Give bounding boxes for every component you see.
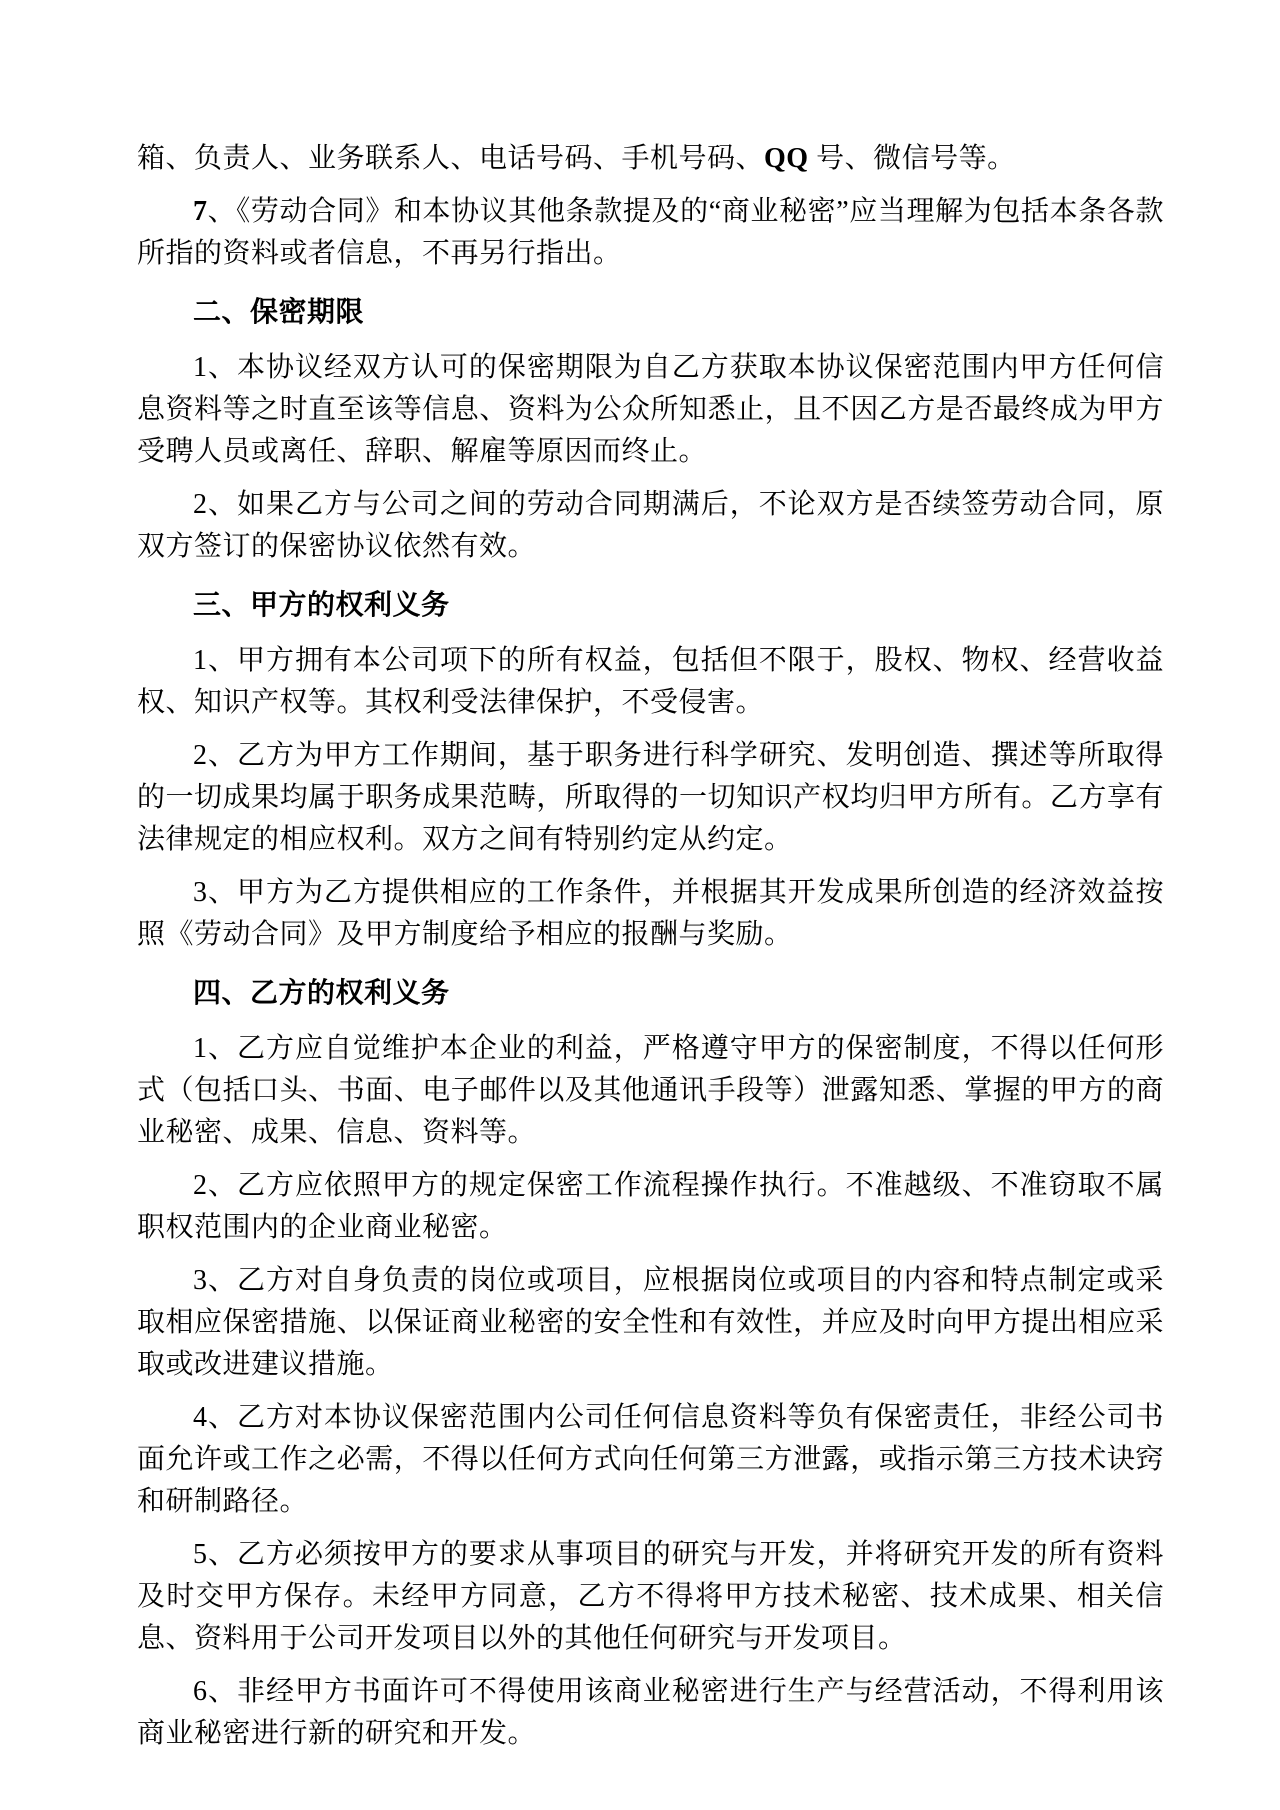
section-4-item-3 xyxy=(137,1260,1164,1386)
text-run: 1、甲方拥有本公司项下的所有权益，包括但不限于，股权、物权、经营收益权、知识产权等。其权利受法律保护，不受侵害。 xyxy=(137,645,1164,718)
text-run: 6、非经甲方书面许可不得使用该商业秘密进行生产与经营活动，不得利用该商业秘密进行新的研究和开发。 xyxy=(137,1676,1164,1749)
text-run: 号、微信号等。 xyxy=(808,143,1016,174)
bold-text-run: 四、乙方的权利义务 xyxy=(193,978,450,1009)
section-2-item-2 xyxy=(137,484,1164,568)
section-2-item-1 xyxy=(137,347,1164,473)
text-run: 1、本协议经双方认可的保密期限为自乙方获取本协议保密范围内甲方任何信息资料等之时直至该等信息、资料为公众所知悉止，且不因乙方是否最终成为甲方受聘人员或离任、辞职、解雇等原因而终止。 xyxy=(137,352,1164,467)
bold-text-run: 7 xyxy=(193,196,208,227)
text-run: 3、甲方为乙方提供相应的工作条件，并根据其开发成果所创造的经济效益按照《劳动合同》及甲方制度给予相应的报酬与奖励。 xyxy=(137,877,1164,950)
section-3-heading xyxy=(137,585,1164,627)
section-4-item-4 xyxy=(137,1397,1164,1523)
bold-text-run: 二、保密期限 xyxy=(193,297,365,328)
section-3-item-1 xyxy=(137,640,1164,724)
text-run: 箱、负责人、业务联系人、电话号码、手机号码、 xyxy=(137,143,765,174)
section-3-item-2 xyxy=(137,735,1164,861)
clause-list-continuation xyxy=(137,138,1164,180)
section-2-heading xyxy=(137,292,1164,334)
section-4-heading xyxy=(137,973,1164,1015)
text-run: 4、乙方对本协议保密范围内公司任何信息资料等负有保密责任，非经公司书面允许或工作之必需，不得以任何方式向任何第三方泄露，或指示第三方技术诀窍和研制路径。 xyxy=(137,1402,1164,1517)
text-run: 2、乙方为甲方工作期间，基于职务进行科学研究、发明创造、撰述等所取得的一切成果均属于职务成果范畴，所取得的一切知识产权均归甲方所有。乙方享有法律规定的相应权利。双方之间有特别约定从约定。 xyxy=(137,740,1164,855)
bold-text-run: QQ xyxy=(764,143,809,174)
bold-text-run: 三、甲方的权利义务 xyxy=(193,590,450,621)
section-1-item-7 xyxy=(137,191,1164,275)
text-run: 2、如果乙方与公司之间的劳动合同期满后，不论双方是否续签劳动合同，原双方签订的保密协议依然有效。 xyxy=(137,489,1164,562)
section-4-item-2 xyxy=(137,1165,1164,1249)
text-run: 2、乙方应依照甲方的规定保密工作流程操作执行。不准越级、不准窃取不属职权范围内的企业商业秘密。 xyxy=(137,1170,1164,1243)
text-run: 5、乙方必须按甲方的要求从事项目的研究与开发，并将研究开发的所有资料及时交甲方保存。未经甲方同意，乙方不得将甲方技术秘密、技术成果、相关信息、资料用于公司开发项目以外的其他任何研究与开发项目。 xyxy=(137,1539,1164,1654)
text-run: 3、乙方对自身负责的岗位或项目，应根据岗位或项目的内容和特点制定或采取相应保密措施、以保证商业秘密的安全性和有效性，并应及时向甲方提出相应采取或改进建议措施。 xyxy=(137,1265,1164,1380)
document-body xyxy=(137,138,1164,1755)
section-4-item-1 xyxy=(137,1028,1164,1154)
text-run: 1、乙方应自觉维护本企业的利益，严格遵守甲方的保密制度，不得以任何形式（包括口头、书面、电子邮件以及其他通讯手段等）泄露知悉、掌握的甲方的商业秘密、成果、信息、资料等。 xyxy=(137,1033,1164,1148)
text-run: 、《劳动合同》和本协议其他条款提及的“商业秘密”应当理解为包括本条各款所指的资料或者信息，不再另行指出。 xyxy=(137,196,1164,269)
section-4-item-6 xyxy=(137,1671,1164,1755)
section-3-item-3 xyxy=(137,872,1164,956)
section-4-item-5 xyxy=(137,1534,1164,1660)
